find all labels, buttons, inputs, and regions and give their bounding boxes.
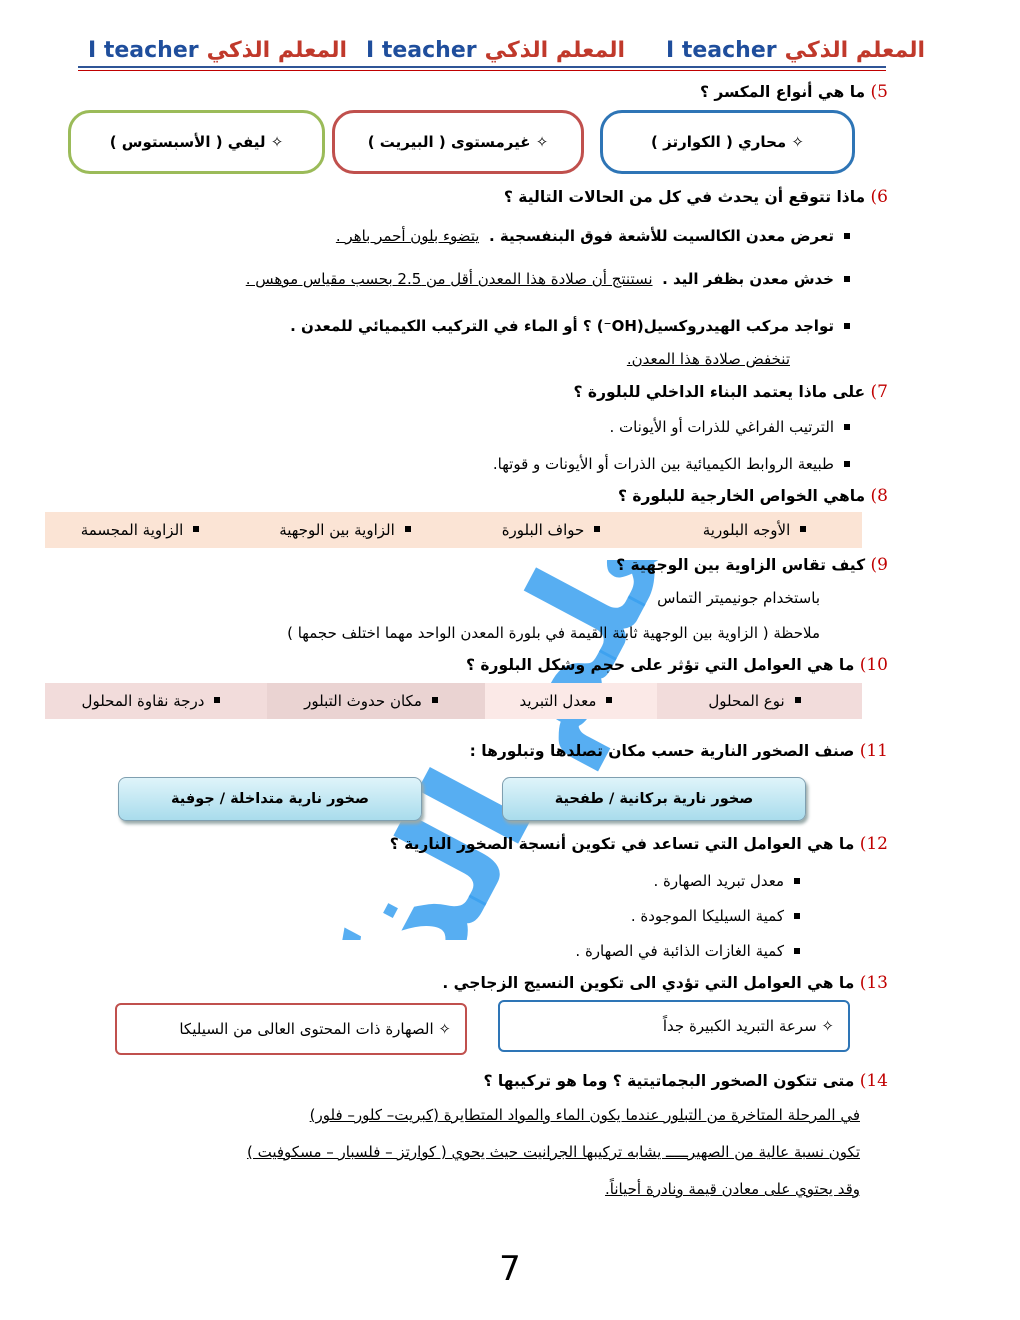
question-14: 14) متى تتكون الصخور البجماتيتية ؟ وما هو تركيبها ؟ bbox=[483, 1071, 888, 1091]
q12-item-2: كمية السيليكا الموجودة . bbox=[631, 907, 810, 925]
question-9: 9) كيف تقاس الزاوية بين الوجهية ؟ bbox=[616, 555, 888, 575]
question-13: 13) ما هي العوامل التي تؤدي الى تكوين النسيج الزجاجي . bbox=[442, 973, 888, 993]
q12-item-1: معدل تبريد الصهارة . bbox=[654, 872, 810, 890]
glassy-factor-high-silica: ✧ الصهارة ذات المحتوى العالى من السيليكا bbox=[115, 1003, 467, 1055]
volcanic-rocks-pill: صخور نارية بركانية / طفحية bbox=[502, 777, 806, 821]
q8-band bbox=[45, 512, 862, 548]
q14-line-2: تكون نسبة عالية من الصهيرـــــ يشابه تركيبها الجرانيت حيث يحوي ( كوارتز – فلسبار – مسكوفيت ) bbox=[246, 1143, 860, 1161]
q10-item: درجة نقاوة المحلول bbox=[45, 683, 267, 719]
question-12: 12) ما هي العوامل التي تساعد في تكوين أنسجة الصخور النارية ؟ bbox=[389, 834, 888, 854]
q10-item: مكان حدوث التبلور bbox=[267, 683, 485, 719]
q10-band bbox=[45, 683, 862, 719]
question-7: 7) على ماذا يعتمد البناء الداخلي للبلورة ؟ bbox=[573, 382, 888, 402]
header-brand-left: I teacher المعلم الذكي bbox=[88, 38, 348, 63]
q7-item-2: طبيعة الروابط الكيميائية بين الذرات أو الأيونات و قوتها. bbox=[493, 455, 860, 473]
q10-item: معدل التبريد bbox=[485, 683, 657, 719]
question-8: 8) ماهي الخواص الخارجية للبلورة ؟ bbox=[617, 486, 888, 506]
q8-item: الزاوية بين الوجهية bbox=[245, 512, 455, 548]
q7-item-1: الترتيب الفراغي للذرات أو الأيونات . bbox=[609, 418, 860, 436]
q9-answer: باستخدام جونيميتر التماس bbox=[657, 589, 820, 607]
fracture-type-conchoidal: ✧ محاري ( الكوارتز ) bbox=[600, 110, 855, 174]
fracture-type-uneven: ✧ غيرمستوى ( البيريت ) bbox=[332, 110, 584, 174]
q8-item: الأوجه البلورية bbox=[657, 512, 862, 548]
question-11: 11) صنف الصخور النارية حسب مكان تصلدها وتبلورها : bbox=[469, 741, 888, 761]
header-brand-middle: I teacher المعلم الذكي bbox=[366, 38, 626, 63]
q14-line-1: في المرحلة المتاخرة من التبلور عندما يكون الماء والمواد المتطايرة (كبريت– كلور– فلور) bbox=[309, 1106, 860, 1124]
question-5: 5) ما هي أنواع المكسر ؟ bbox=[699, 82, 888, 102]
q12-item-3: كمية الغازات الذائبة في الصهارة . bbox=[575, 942, 810, 960]
plutonic-rocks-pill: صخور نارية متداخلة / جوفية bbox=[118, 777, 422, 821]
header-rule-red bbox=[78, 70, 886, 71]
q8-item: حواف البلورة bbox=[455, 512, 657, 548]
fracture-type-fibrous: ✧ ليفي ( الأسبستوس ) bbox=[68, 110, 325, 174]
glassy-factor-fast-cooling: ✧ سرعة التبريد الكبيرة جداً bbox=[498, 1000, 850, 1052]
q9-note: ملاحظة ( الزاوية بين الوجهية ثابتة القيمة في بلورة المعدن الواحد مهما اختلف حجمها ) bbox=[287, 624, 820, 642]
q6-case-3: تواجد مركب الهيدروكسيل(OH⁻) ؟ أو الماء في التركيب الكيميائي للمعدن . bbox=[290, 317, 860, 335]
page-number: 7 bbox=[499, 1249, 521, 1289]
header-brand-right: I teacher المعلم الذكي bbox=[666, 38, 926, 63]
header-rule bbox=[78, 66, 886, 68]
q6-case-2: خدش معدن بظفر اليد . نستنتج أن صلادة هذا المعدن أقل من 2.5 بحسب مقياس موهس . bbox=[246, 270, 860, 288]
q6-case-1: تعرض معدن الكالسيت للأشعة فوق البنفسجية . يتضوء بلون أحمر باهر . bbox=[336, 227, 860, 245]
q8-item: الزاوية المجسمة bbox=[45, 512, 245, 548]
q14-line-3: وقد يحتوي على معادن قيمة ونادرة أحياناً. bbox=[605, 1180, 860, 1198]
q10-item: نوع المحلول bbox=[657, 683, 862, 719]
question-10: 10) ما هي العوامل التي تؤثر على حجم وشكل البلورة ؟ bbox=[466, 655, 888, 675]
q6-case-3-answer: تنخفض صلادة هذا المعدن. bbox=[626, 350, 790, 368]
question-6: 6) ماذا تتوقع أن يحدث في كل من الحالات التالية ؟ bbox=[503, 187, 888, 207]
